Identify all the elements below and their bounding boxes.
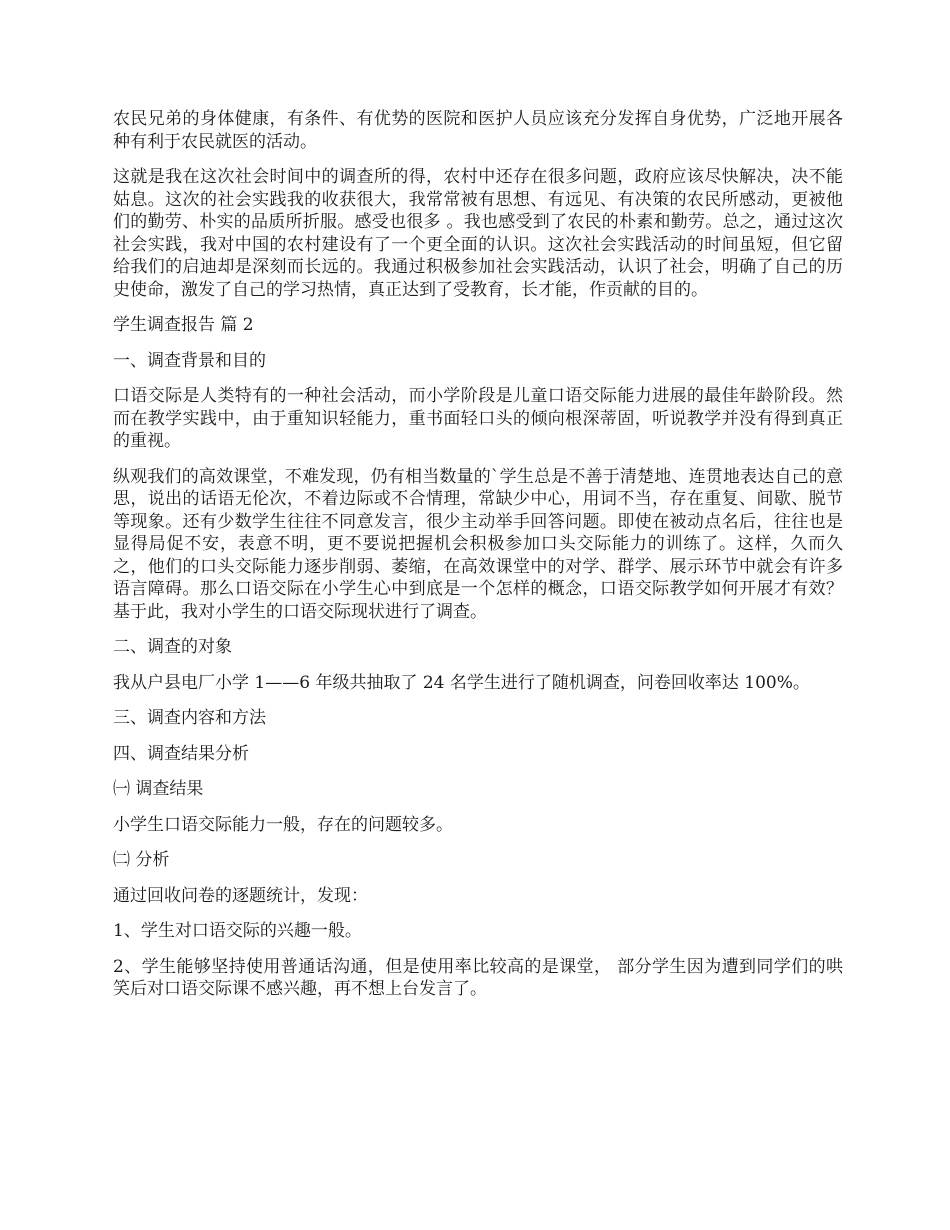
paragraph-subjects: 我从户县电厂小学 1——6 年级共抽取了 24 名学生进行了随机调查，问卷回收率达 100%。 — [113, 672, 810, 693]
finding-item-1: 1、学生对口语交际的兴趣一般。 — [113, 921, 362, 941]
section-heading-methods: 三、调查内容和方法 — [113, 708, 266, 728]
paragraph-results: 小学生口语交际能力一般，存在的问题较多。 — [113, 814, 453, 835]
paragraph-background: 口语交际是人类特有的一种社会活动，而小学阶段是儿童口语交际能力进展的最佳年龄阶段。然而在教学实践中，由于重知识轻能力，重书面轻口头的倾向根深蒂固，听说教学并没有得到真正的重视。 — [113, 386, 843, 451]
section-heading-background: 一、调查背景和目的 — [113, 350, 266, 371]
paragraph-summary: 这就是我在这次社会时间中的调查所的得，农村中还存在很多问题，政府应该尽快解决，决不能姑息。这次的社会实践我的收获很大，我常常被有思想、有远见、有决策的农民所感动，更被他们的勤劳、朴实的品质所折服。感受也很多 。我也感受到了农民的朴素和勤劳。总之，通过这次社会实践，我对中国的农村建设有了一个更全面的认识。这次社会实践活动的时间虽短，但它留给我们的启迪却是深刻而长远的。我通过积极参加社会实践活动，认识了社会，明确了自己的历史使命，激发了自己的学习热情，真正达到了受教育，长才能，作贡献的目的。 — [113, 167, 843, 300]
section-heading-analysis: 四、调查结果分析 — [113, 743, 249, 764]
paragraph-statistics-intro: 通过回收问卷的逐题统计，发现： — [113, 885, 368, 906]
document-page — [113, 108, 843, 1014]
paragraph-health: 农民兄弟的身体健康，有条件、有优势的医院和医护人员应该充分发挥自身优势，广泛地开展各种有利于农民就医的活动。 — [113, 109, 843, 152]
report-title: 学生调查报告 篇 2 — [113, 315, 254, 335]
section-heading-subjects: 二、调查的对象 — [113, 637, 232, 657]
subheading-results: ㈠ 调查结果 — [113, 779, 204, 799]
subheading-analysis: ㈡ 分析 — [113, 850, 170, 870]
paragraph-observation: 纵观我们的高效课堂，不难发现，仍有相当数量的`学生总是不善于清楚地、连贯地表达自己的意思，说出的话语无伦次，不着边际或不合情理，常缺少中心，用词不当，存在重复、间歇、脱节等现象。还有少数学生往往不同意发言，很少主动举手回答问题。即使在被动点名后，往往也是显得局促不安，表意不明，更不要说把握机会积极参加口头交际能力的训练了。这样，久而久之，他们的口头交际能力逐步削弱、萎缩，在高效课堂中的对学、群学、展示环节中就会有许多语言障碍。那么口语交际在小学生心中到底是一个怎样的概念，口语交际教学如何开展才有效？基于此，我对小学生的口语交际现状进行了调查。 — [113, 466, 843, 622]
finding-item-2: 2、学生能够坚持使用普通话沟通，但是使用率比较高的是课堂， 部分学生因为遭到同学们的哄笑后对口语交际课不感兴趣，再不想上台发言了。 — [113, 956, 843, 999]
